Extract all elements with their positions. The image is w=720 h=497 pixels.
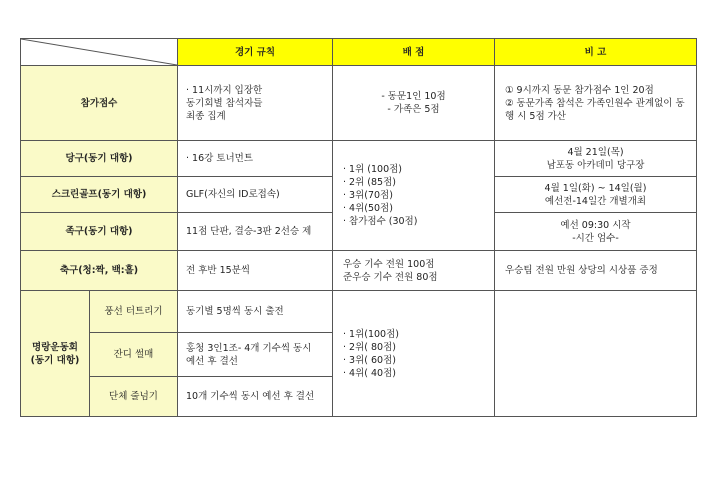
screen-golf-note-line: 4월 1일(화) ~ 14일(월) — [544, 182, 647, 194]
field-day-subtitle: (동기 대항) — [30, 354, 80, 366]
balloon-pop-rules: 동기별 5명씩 동시 출전 — [178, 291, 333, 333]
group-jump-rope-rules: 10개 기수씩 동시 예선 후 결선 — [178, 377, 333, 417]
soccer-rules: 전 후반 15분씩 — [178, 251, 333, 291]
screen-golf-notes — [495, 177, 697, 213]
category-billiards: 당구(동기 대항) — [21, 141, 178, 177]
participation-rules — [178, 66, 333, 141]
category-field-day — [21, 291, 90, 417]
billiards-note-line: 4월 21일(목) — [567, 146, 624, 158]
header-points: 배 점 — [333, 39, 495, 66]
participation-rule-line: 최종 집계 — [186, 110, 226, 122]
shared-point-line: · 4위(50점) — [343, 203, 393, 214]
shared-point-line: · 2위 (85점) — [343, 177, 396, 188]
soccer-point-line: 우승 기수 전원 100점 — [343, 258, 435, 270]
billiards-note-line: 남포동 아카데미 당구장 — [546, 159, 645, 171]
foot-volleyball-note-line: -시간 엄수- — [572, 232, 619, 244]
event-grass-sled: 잔디 썰매 — [90, 333, 178, 377]
foot-volleyball-note-line: 예선 09:30 시작 — [560, 219, 631, 231]
grass-sled-rules — [178, 333, 333, 377]
participation-note-line: ① 9시까지 동문 참가점수 1인 20점 — [505, 84, 654, 96]
soccer-point-line: 준우승 기수 전원 80점 — [343, 271, 438, 283]
shared-points — [333, 141, 495, 251]
billiards-notes — [495, 141, 697, 177]
participation-point-line: - 가족은 5점 — [387, 104, 440, 115]
event-balloon-pop: 풍선 터트리기 — [90, 291, 178, 333]
participation-point-line: - 동문1인 10점 — [381, 91, 446, 102]
field-day-points — [333, 291, 495, 417]
participation-rule-line: · 11시까지 입장한 — [186, 84, 263, 96]
soccer-notes: 우승팀 전원 만원 상당의 시상품 증정 — [495, 251, 697, 291]
billiards-rules: · 16강 토너먼트 — [178, 141, 333, 177]
header-notes: 비 고 — [495, 39, 697, 66]
grass-sled-rule-line: 예선 후 결선 — [186, 355, 238, 367]
soccer-points — [333, 251, 495, 291]
participation-rule-line: 동기회별 참석자들 — [186, 97, 263, 109]
diagonal-line — [21, 39, 177, 65]
participation-note-line: ② 동문가족 참석은 가족인원수 관계없이 동 — [505, 97, 685, 109]
field-day-notes — [495, 291, 697, 417]
category-participation: 참가점수 — [21, 66, 178, 141]
shared-point-line: · 1위 (100점) — [343, 164, 403, 175]
event-group-jump-rope: 단체 줄넘기 — [90, 377, 178, 417]
field-day-point-line: · 1위(100점) — [343, 328, 399, 340]
category-foot-volleyball: 족구(동기 대항) — [21, 213, 178, 251]
grass-sled-rule-line: 홍청 3인1조- 4개 기수씩 동시 — [186, 342, 312, 354]
schedule-table — [20, 38, 697, 417]
field-day-point-line: · 2위( 80점) — [343, 341, 396, 353]
category-soccer: 축구(청:짝, 백:홀) — [21, 251, 178, 291]
foot-volleyball-rules: 11점 단판, 결승-3판 2선승 제 — [178, 213, 333, 251]
field-day-title: 명랑운동회 — [32, 341, 78, 353]
foot-volleyball-notes — [495, 213, 697, 251]
category-screen-golf: 스크린골프(동기 대항) — [21, 177, 178, 213]
shared-point-line: · 3위(70점) — [343, 190, 393, 201]
field-day-point-line: · 3위( 60점) — [343, 354, 396, 366]
screen-golf-rules: GLF(자신의 ID로접속) — [178, 177, 333, 213]
participation-points — [333, 66, 495, 141]
screen-golf-note-line: 예선전-14일간 개별개최 — [544, 195, 647, 207]
participation-notes — [495, 66, 697, 141]
participation-note-line: 행 시 5점 가산 — [505, 110, 566, 122]
header-rules: 경기 규칙 — [178, 39, 333, 66]
corner-header-cell — [21, 39, 178, 66]
field-day-point-line: · 4위( 40점) — [343, 367, 396, 379]
shared-point-line: · 참가점수 (30점) — [343, 216, 418, 227]
